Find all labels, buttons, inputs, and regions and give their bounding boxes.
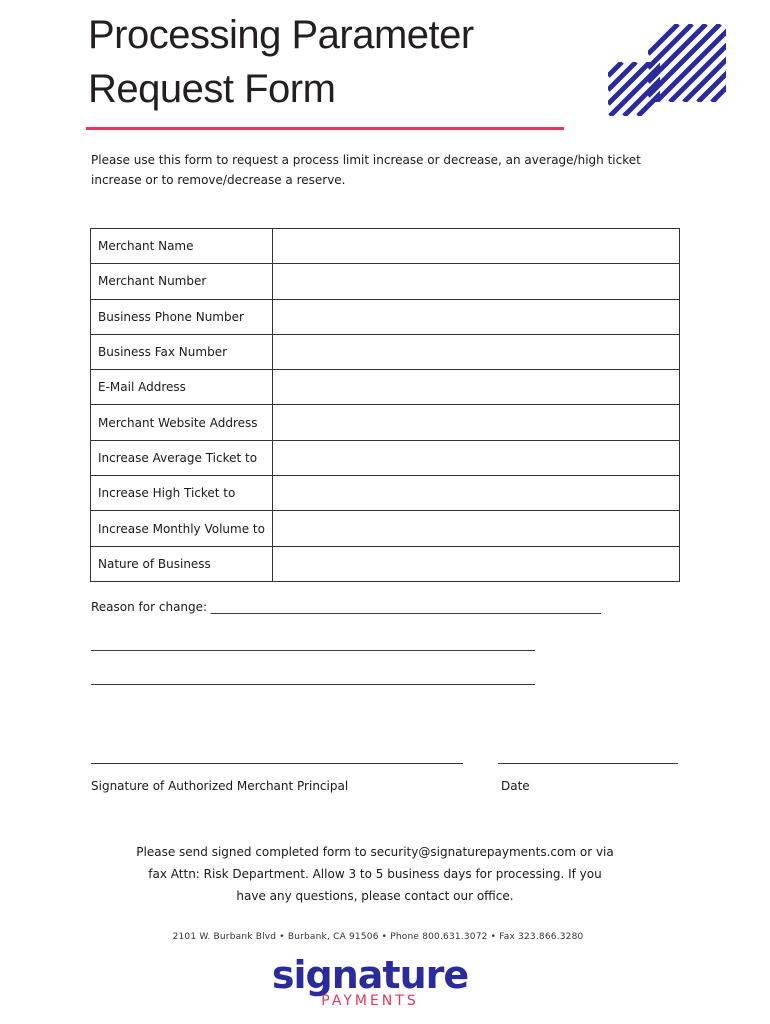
table-row	[91, 440, 680, 475]
field-label: Nature of Business	[91, 546, 273, 581]
field-label: Business Fax Number	[91, 334, 273, 369]
date-label: Date	[501, 779, 530, 793]
date-line[interactable]	[498, 763, 678, 764]
table-row	[91, 370, 680, 405]
average-ticket-field[interactable]	[273, 440, 680, 475]
signature-line[interactable]	[91, 763, 463, 764]
table-row	[91, 229, 680, 264]
signature-label: Signature of Authorized Merchant Principal	[91, 779, 349, 793]
field-label: Increase High Ticket to	[91, 476, 273, 511]
title-divider	[86, 127, 564, 130]
reason-for-change[interactable]	[91, 600, 601, 614]
brand-logo	[270, 955, 470, 1017]
intro-text: Please use this form to request a process limit increase or decrease, an average/high ticket increase or to remove/decrease a reserve.	[91, 153, 641, 187]
table-row	[91, 405, 680, 440]
field-label: E-Mail Address	[91, 370, 273, 405]
merchant-name-field[interactable]	[273, 229, 680, 264]
submission-instructions	[130, 841, 620, 907]
reason-line-2[interactable]: __________________________________________________________________________	[91, 637, 535, 651]
brand-subtitle: PAYMENTS	[321, 993, 419, 1009]
reason-line-1: _________________________________________________________________	[210, 600, 601, 614]
monthly-volume-field[interactable]	[273, 511, 680, 546]
high-ticket-field[interactable]	[273, 476, 680, 511]
table-row	[91, 264, 680, 299]
page-title	[88, 8, 474, 116]
table-row	[91, 476, 680, 511]
merchant-info-table	[90, 228, 680, 582]
table-row	[91, 334, 680, 369]
merchant-number-field[interactable]	[273, 264, 680, 299]
title-line-1: Processing Parameter	[88, 13, 474, 57]
website-field[interactable]	[273, 405, 680, 440]
field-label: Merchant Website Address	[91, 405, 273, 440]
table-row	[91, 546, 680, 581]
field-label: Business Phone Number	[91, 299, 273, 334]
field-label: Merchant Number	[91, 264, 273, 299]
instructions-line-1: Please send signed completed form to security@signaturepayments.com or via	[136, 845, 614, 859]
company-address: 2101 W. Burbank Blvd • Burbank, CA 91506 • Phone 800.631.3072 • Fax 323.866.3280	[172, 932, 584, 942]
title-line-2: Request Form	[88, 67, 336, 111]
business-phone-field[interactable]	[273, 299, 680, 334]
field-label: Increase Monthly Volume to	[91, 511, 273, 546]
instructions-line-2: fax Attn: Risk Department. Allow 3 to 5 business days for processing. If you	[148, 867, 602, 881]
reason-label: Reason for change:	[91, 600, 208, 614]
reason-line-3[interactable]: __________________________________________________________________________	[91, 671, 535, 685]
field-label: Merchant Name	[91, 229, 273, 264]
instructions-line-3: have any questions, please contact our office.	[236, 889, 514, 903]
nature-of-business-field[interactable]	[273, 546, 680, 581]
field-label: Increase Average Ticket to	[91, 440, 273, 475]
table-row	[91, 299, 680, 334]
business-fax-field[interactable]	[273, 334, 680, 369]
stripes-logo-icon	[608, 24, 726, 116]
email-field[interactable]	[273, 370, 680, 405]
brand-name: signature	[271, 953, 469, 997]
table-row	[91, 511, 680, 546]
